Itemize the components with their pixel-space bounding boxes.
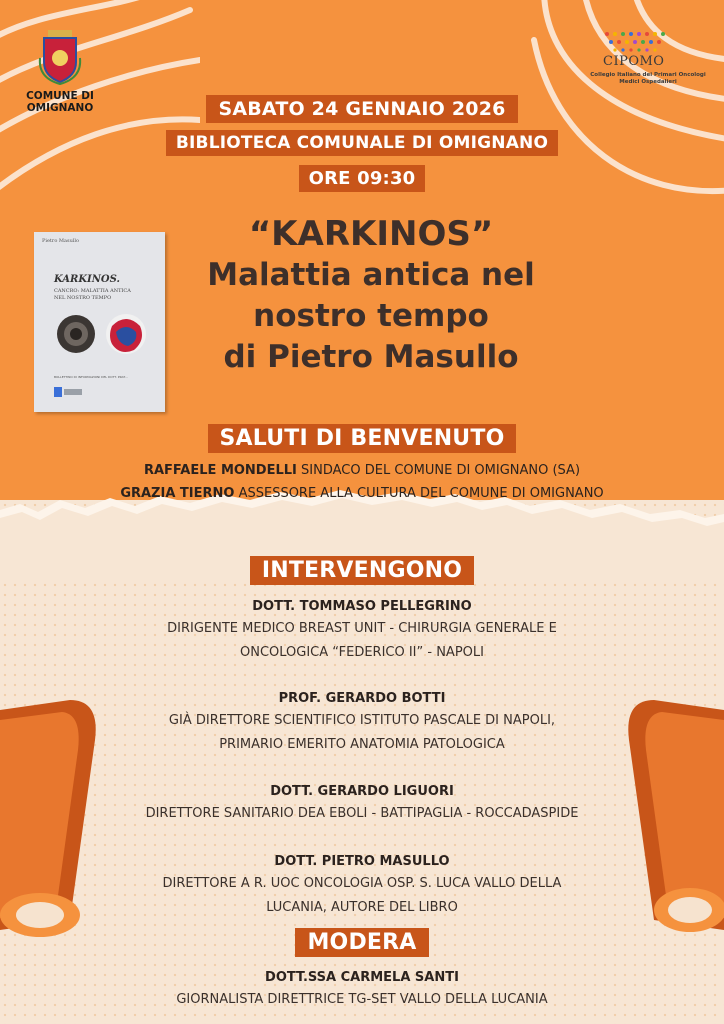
speaker-role-line1: DIRIGENTE MEDICO BREAST UNIT - CHIRURGIA GENERALE E — [167, 621, 557, 636]
book-subtitle-line2: NEL NOSTRO TEMPO — [54, 295, 112, 301]
moderator-item — [0, 968, 724, 1012]
cipomo-subtitle: Collegio Italiano dei Primari Oncologi Medici Ospedalieri — [590, 72, 706, 85]
moderator-heading: MODERA — [295, 928, 428, 957]
welcome-role: SINDACO DEL COMUNE DI OMIGNANO (SA) — [301, 463, 581, 478]
dots-pattern-icon — [603, 30, 683, 52]
welcome-role: ASSESSORE ALLA CULTURA DEL COMUNE DI OMIGNANO — [238, 486, 604, 501]
main-title — [176, 213, 566, 378]
welcome-item — [0, 461, 724, 481]
welcome-name: GRAZIA TIERNO — [120, 486, 235, 501]
welcome-heading: SALUTI DI BENVENUTO — [208, 424, 517, 453]
speaker-role-line2: LUCANIA, AUTORE DEL LIBRO — [266, 900, 458, 915]
event-date-row — [0, 95, 724, 123]
event-time-row — [0, 165, 724, 192]
event-venue: BIBLIOTECA COMUNALE DI OMIGNANO — [166, 130, 558, 156]
book-subtitle — [54, 288, 154, 302]
publisher-logo — [54, 387, 82, 397]
speaker-name: DOTT. PIETRO MASULLO — [274, 854, 450, 869]
speaker-name: DOTT. TOMMASO PELLEGRINO — [252, 599, 472, 614]
coat-of-arms-icon — [36, 28, 84, 86]
title-line2: Malattia antica nel — [207, 257, 535, 293]
speakers-heading-row — [0, 556, 724, 585]
welcome-name: RAFFAELE MONDELLI — [143, 463, 297, 478]
book-title: KARKINOS. — [54, 274, 120, 285]
cipomo-logo — [575, 30, 715, 100]
cipomo-name: CIPOMO — [603, 54, 665, 69]
book-illustration — [54, 310, 150, 358]
book-author: Pietro Masullo — [42, 238, 80, 244]
book-footer: BOLLETTINO DI INFORMAZIONI DEL DOTT. PRAT... — [54, 375, 128, 379]
moderator-name: DOTT.SSA CARMELA SANTI — [265, 970, 459, 985]
event-date: SABATO 24 GENNAIO 2026 — [206, 95, 517, 123]
speaker-item — [0, 852, 724, 920]
speaker-role-line1: DIRETTORE SANITARIO DEA EBOLI - BATTIPAGLIA - ROCCADASPIDE — [145, 806, 579, 821]
speaker-name: PROF. GERARDO BOTTI — [278, 691, 446, 706]
event-venue-row — [0, 130, 724, 156]
title-line4: di Pietro Masullo — [223, 339, 519, 375]
welcome-item — [0, 484, 724, 504]
speaker-role-line2: PRIMARIO EMERITO ANATOMIA PATOLOGICA — [219, 737, 505, 752]
speaker-item — [0, 782, 724, 826]
speaker-item — [0, 689, 724, 757]
welcome-heading-row — [0, 424, 724, 453]
speakers-heading: INTERVENGONO — [250, 556, 474, 585]
comune-caption-text: COMUNE DI OMIGNANO — [26, 90, 94, 114]
speaker-role-line1: GIÀ DIRETTORE SCIENTIFICO ISTITUTO PASCALE DI NAPOLI, — [168, 713, 556, 728]
speaker-name: DOTT. GERARDO LIGUORI — [270, 784, 454, 799]
title-line3: nostro tempo — [253, 298, 489, 334]
speaker-role-line2: ONCOLOGICA “FEDERICO II” - NAPOLI — [240, 645, 484, 660]
speaker-role-line1: DIRETTORE A R. UOC ONCOLOGIA OSP. S. LUCA VALLO DELLA — [162, 876, 562, 891]
moderator-heading-row — [0, 928, 724, 957]
speaker-item — [0, 597, 724, 665]
book-cover — [34, 232, 165, 412]
book-subtitle-line1: CANCRO: MALATTIA ANTICA — [54, 288, 131, 294]
moderator-role: GIORNALISTA DIRETTRICE TG-SET VALLO DELLA LUCANIA — [176, 992, 548, 1007]
event-time: ORE 09:30 — [299, 165, 426, 192]
title-line1: “KARKINOS” — [248, 214, 494, 254]
